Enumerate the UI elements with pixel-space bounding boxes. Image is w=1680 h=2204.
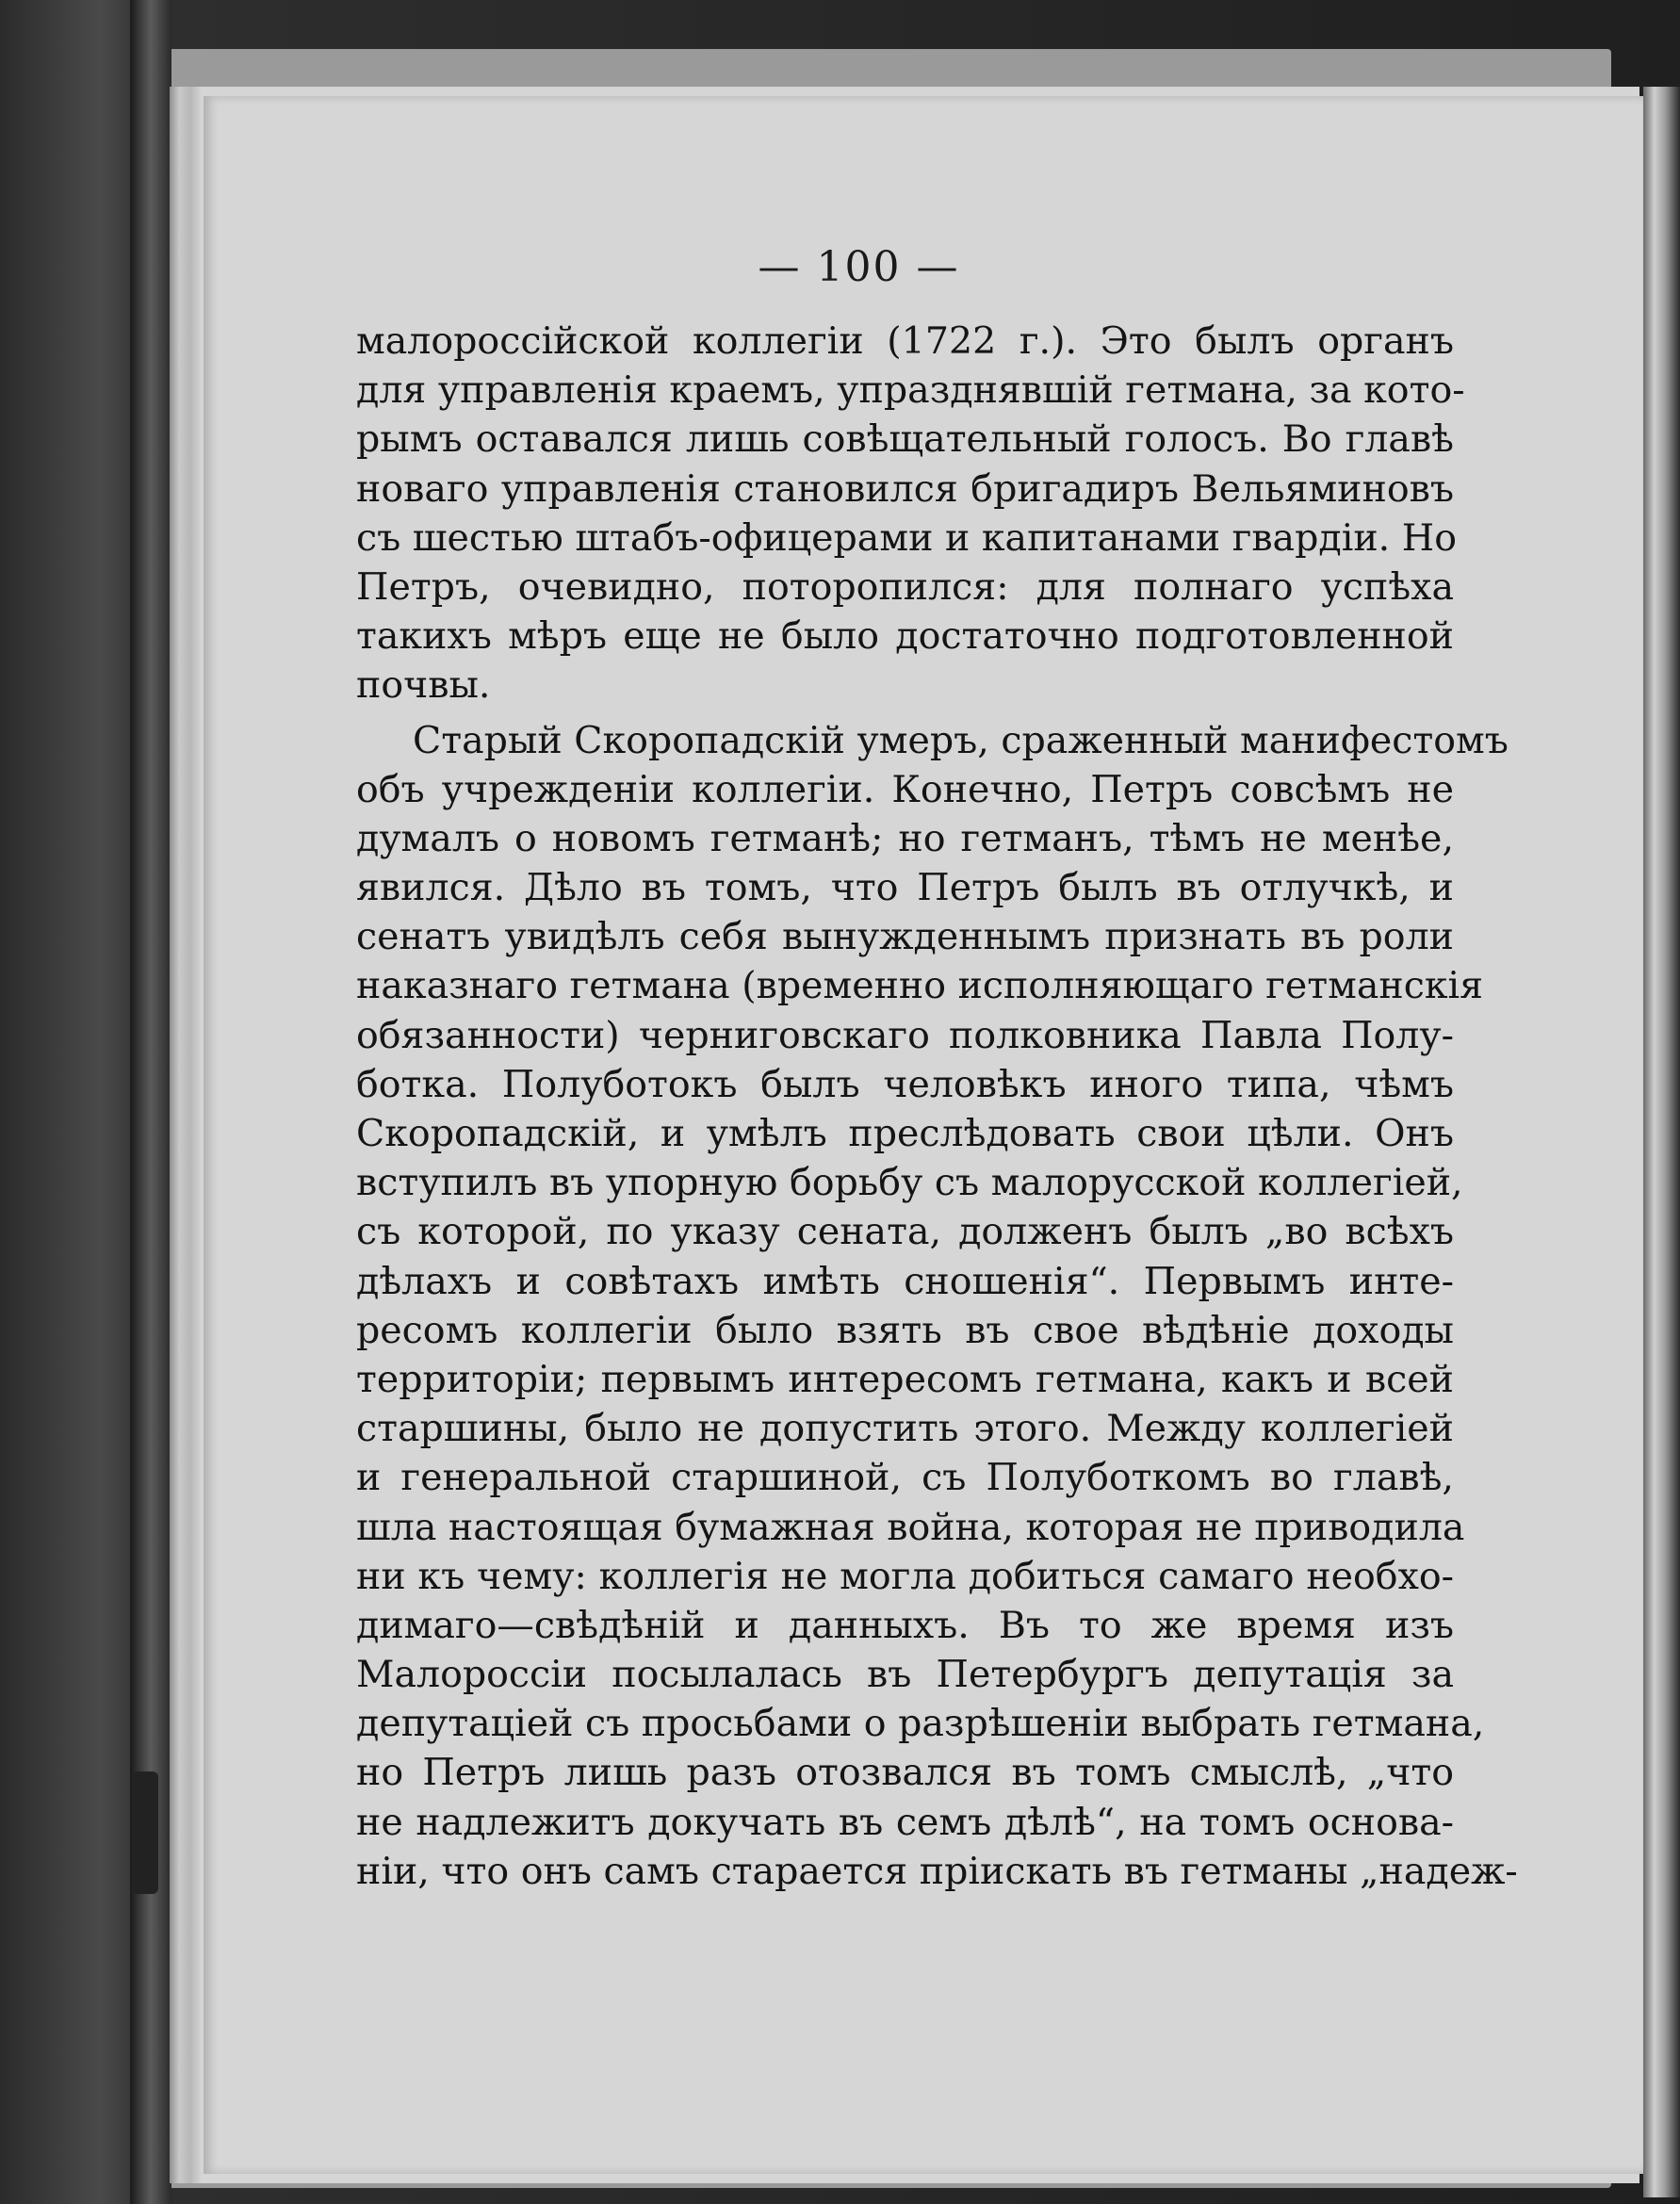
text-line: ніи, что онъ самъ старается пріискать въ гетманы „надеж-	[356, 1849, 1518, 1893]
text-line: объ учрежденіи коллегіи. Конечно, Петръ совсѣмъ не	[356, 767, 1454, 811]
paragraph	[356, 716, 1518, 1897]
text-line: депутаціей съ просьбами о разрѣшеніи выбрать гетмана,	[356, 1702, 1485, 1746]
text-line: ботка. Полуботокъ былъ человѣкъ иного типа, чѣмъ	[356, 1062, 1454, 1106]
text-line: шла настоящая бумажная война, которая не приводила	[356, 1505, 1465, 1549]
text-line: съ шестью штабъ-офицерами и капитанами гвардіи. Но	[356, 515, 1458, 560]
text-line: сенатъ увидѣлъ себя вынужденнымъ признать въ роли	[356, 915, 1454, 959]
text-line: Старый Скоропадскій умеръ, сраженный манифестомъ	[413, 718, 1509, 762]
text-line: Малороссіи посылалась въ Петербургъ депутація за	[356, 1653, 1454, 1697]
paragraph	[356, 317, 1465, 710]
text-line: дѣлахъ и совѣтахъ имѣть сношенія“. Первымъ инте-	[356, 1259, 1454, 1303]
text-line: новаго управленія становился бригадиръ Вельяминовъ	[356, 466, 1454, 511]
text-line: Скоропадскій, и умѣлъ преслѣдовать свои цѣли. Онъ	[356, 1112, 1454, 1155]
text-line: территоріи; первымъ интересомъ гетмана, какъ и всей	[356, 1357, 1454, 1401]
text-line: такихъ мѣръ еще не было достаточно подготовленной	[356, 614, 1454, 659]
page-number: — 100 —	[758, 243, 960, 291]
text-line: наказнаго гетмана (временно исполняющаго гетманскія	[356, 964, 1484, 1008]
text-line: ресомъ коллегіи было взять въ свое вѣдѣніе доходы	[356, 1308, 1454, 1352]
binding-clip	[132, 1771, 158, 1894]
text-line: ни къ чему: коллегія не могла добиться самаго необхо-	[356, 1554, 1454, 1598]
text-line: димаго—свѣдѣній и данныхъ. Въ то же время изъ	[356, 1603, 1454, 1647]
text-line: думалъ о новомъ гетманѣ; но гетманъ, тѣмъ не менѣе,	[356, 816, 1454, 860]
text-line: но Петръ лишь разъ отозвался въ томъ смыслѣ, „что	[356, 1751, 1454, 1795]
facing-page-edge	[1643, 87, 1680, 2197]
body-text	[356, 317, 1518, 1896]
text-line: для управленія краемъ, упразднявшій гетмана, за кото-	[356, 368, 1465, 413]
text-line: Петръ, очевидно, поторопился: для полнаго успѣха	[356, 564, 1454, 609]
text-line: съ которой, по указу сената, долженъ былъ „во всѣхъ	[356, 1210, 1454, 1254]
text-line: обязанности) черниговскаго полковника Павла Полу-	[356, 1013, 1454, 1057]
text-line: малороссійской коллегіи (1722 г.). Это былъ органъ	[356, 319, 1454, 363]
text-line: и генеральной старшиной, съ Полуботкомъ во главѣ,	[356, 1456, 1454, 1500]
text-line: вступилъ въ упорную борьбу съ малорусской коллегіей,	[356, 1161, 1463, 1205]
text-line: почвы.	[356, 663, 491, 708]
text-line: явился. Дѣло въ томъ, что Петръ былъ въ отлучкѣ, и	[356, 866, 1454, 910]
text-line: рымъ оставался лишь совѣщательный голосъ. Во главѣ	[356, 417, 1454, 462]
text-line: старшины, было не допустить этого. Между коллегіей	[356, 1407, 1454, 1451]
text-line: не надлежитъ докучать въ семъ дѣлѣ“, на томъ основа-	[356, 1800, 1454, 1844]
